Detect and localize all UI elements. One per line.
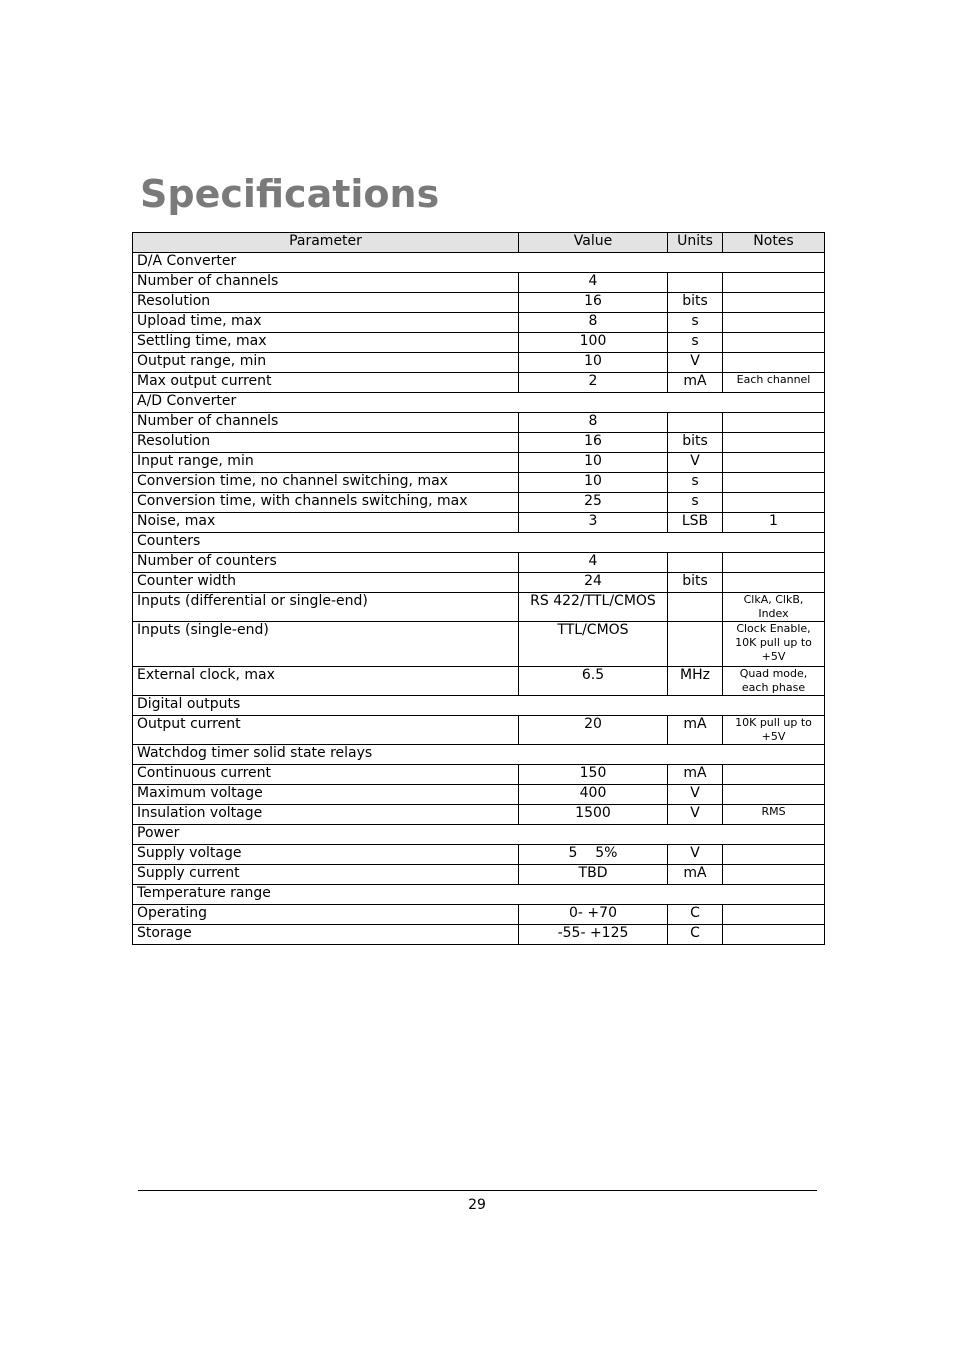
table-row [133,493,825,513]
value-cell: 0- +70 [519,905,668,925]
value-cell: 3 [519,513,668,533]
units-cell [668,593,723,622]
param-cell: Input range, min [133,453,519,473]
table-header-row [133,233,825,253]
value-cell: 4 [519,273,668,293]
units-cell: s [668,473,723,493]
table-row [133,413,825,433]
value-cell: 4 [519,553,668,573]
page-number: 29 [468,1197,486,1213]
notes-cell [723,453,825,473]
section-title-power: Power [133,825,825,845]
section-title-temperature-range: Temperature range [133,885,825,905]
notes-cell [723,333,825,353]
units-cell: C [668,925,723,945]
units-cell: bits [668,293,723,313]
notes-cell: ClkA, ClkB, Index [723,593,825,622]
param-cell: Number of counters [133,553,519,573]
units-cell: C [668,905,723,925]
table-row [133,573,825,593]
notes-cell: RMS [723,805,825,825]
units-cell: mA [668,716,723,745]
units-cell [668,273,723,293]
specifications-table [132,232,825,945]
table-row [133,593,825,622]
table-row [133,293,825,313]
table-row [133,622,825,667]
units-cell: V [668,353,723,373]
value-cell: 10 [519,353,668,373]
units-cell: mA [668,865,723,885]
notes-cell: Quad mode, each phase [723,667,825,696]
value-cell: -55- +125 [519,925,668,945]
param-cell: Supply current [133,865,519,885]
units-cell [668,553,723,573]
value-cell: RS 422/TTL/CMOS [519,593,668,622]
section-title-da-converter: D/A Converter [133,253,825,273]
value-cell: 24 [519,573,668,593]
section-row [133,885,825,905]
param-cell: Max output current [133,373,519,393]
value-cell: 25 [519,493,668,513]
section-title-digital-outputs: Digital outputs [133,696,825,716]
notes-cell [723,313,825,333]
value-cell: 100 [519,333,668,353]
table-row [133,373,825,393]
table-row [133,433,825,453]
param-cell: Number of channels [133,413,519,433]
notes-cell [723,493,825,513]
value-cell: TTL/CMOS [519,622,668,667]
value-cell: TBD [519,865,668,885]
param-cell: Continuous current [133,765,519,785]
units-cell: s [668,313,723,333]
units-cell: V [668,785,723,805]
table-row [133,845,825,865]
table-row [133,313,825,333]
section-row [133,825,825,845]
param-cell: Maximum voltage [133,785,519,805]
units-cell: s [668,333,723,353]
section-title-watchdog-relays: Watchdog timer solid state relays [133,745,825,765]
column-header-value: Value [519,233,668,253]
param-cell: Number of channels [133,273,519,293]
param-cell: Output current [133,716,519,745]
table-row [133,865,825,885]
notes-cell [723,785,825,805]
value-cell: 150 [519,765,668,785]
table-row [133,925,825,945]
section-row [133,745,825,765]
param-cell: Insulation voltage [133,805,519,825]
column-header-units: Units [668,233,723,253]
units-cell: LSB [668,513,723,533]
notes-cell [723,925,825,945]
section-row [133,533,825,553]
section-row [133,696,825,716]
param-cell: Output range, min [133,353,519,373]
param-cell: Inputs (single-end) [133,622,519,667]
units-cell: mA [668,373,723,393]
notes-cell: 10K pull up to +5V [723,716,825,745]
notes-cell [723,293,825,313]
units-cell [668,622,723,667]
param-cell: Noise, max [133,513,519,533]
table-row [133,765,825,785]
notes-cell [723,905,825,925]
param-cell: Settling time, max [133,333,519,353]
param-cell: Conversion time, no channel switching, max [133,473,519,493]
param-cell: Upload time, max [133,313,519,333]
value-cell: 5 5% [519,845,668,865]
notes-cell: Clock Enable, 10K pull up to +5V [723,622,825,667]
value-cell: 16 [519,293,668,313]
param-cell: Operating [133,905,519,925]
param-cell: Conversion time, with channels switching, max [133,493,519,513]
notes-cell: 1 [723,513,825,533]
notes-cell [723,473,825,493]
table-row [133,785,825,805]
notes-cell [723,553,825,573]
notes-cell [723,353,825,373]
table-row [133,513,825,533]
units-cell: bits [668,573,723,593]
table-row [133,667,825,696]
value-cell: 2 [519,373,668,393]
param-cell: Supply voltage [133,845,519,865]
column-header-parameter: Parameter [133,233,519,253]
value-cell: 8 [519,413,668,433]
value-cell: 8 [519,313,668,333]
table-row [133,453,825,473]
table-row [133,473,825,493]
value-cell: 16 [519,433,668,453]
section-title-ad-converter: A/D Converter [133,393,825,413]
value-cell: 20 [519,716,668,745]
value-cell: 1500 [519,805,668,825]
param-cell: Storage [133,925,519,945]
units-cell: V [668,845,723,865]
units-cell: mA [668,765,723,785]
notes-cell [723,573,825,593]
units-cell: V [668,805,723,825]
table-row [133,553,825,573]
notes-cell [723,765,825,785]
param-cell: Resolution [133,433,519,453]
units-cell: s [668,493,723,513]
param-cell: Counter width [133,573,519,593]
notes-cell [723,865,825,885]
section-row [133,253,825,273]
param-cell: Resolution [133,293,519,313]
notes-cell [723,273,825,293]
page-title: Specifications [140,172,440,216]
units-cell [668,413,723,433]
units-cell: bits [668,433,723,453]
section-title-counters: Counters [133,533,825,553]
notes-cell [723,413,825,433]
table-row [133,353,825,373]
notes-cell [723,433,825,453]
units-cell: V [668,453,723,473]
footer-divider [138,1190,817,1191]
table-row [133,805,825,825]
table-row [133,273,825,293]
table-row [133,716,825,745]
value-cell: 10 [519,473,668,493]
value-cell: 10 [519,453,668,473]
value-cell: 400 [519,785,668,805]
column-header-notes: Notes [723,233,825,253]
value-cell: 6.5 [519,667,668,696]
param-cell: Inputs (differential or single-end) [133,593,519,622]
table-row [133,333,825,353]
units-cell: MHz [668,667,723,696]
notes-cell [723,845,825,865]
section-row [133,393,825,413]
notes-cell: Each channel [723,373,825,393]
table-row [133,905,825,925]
param-cell: External clock, max [133,667,519,696]
